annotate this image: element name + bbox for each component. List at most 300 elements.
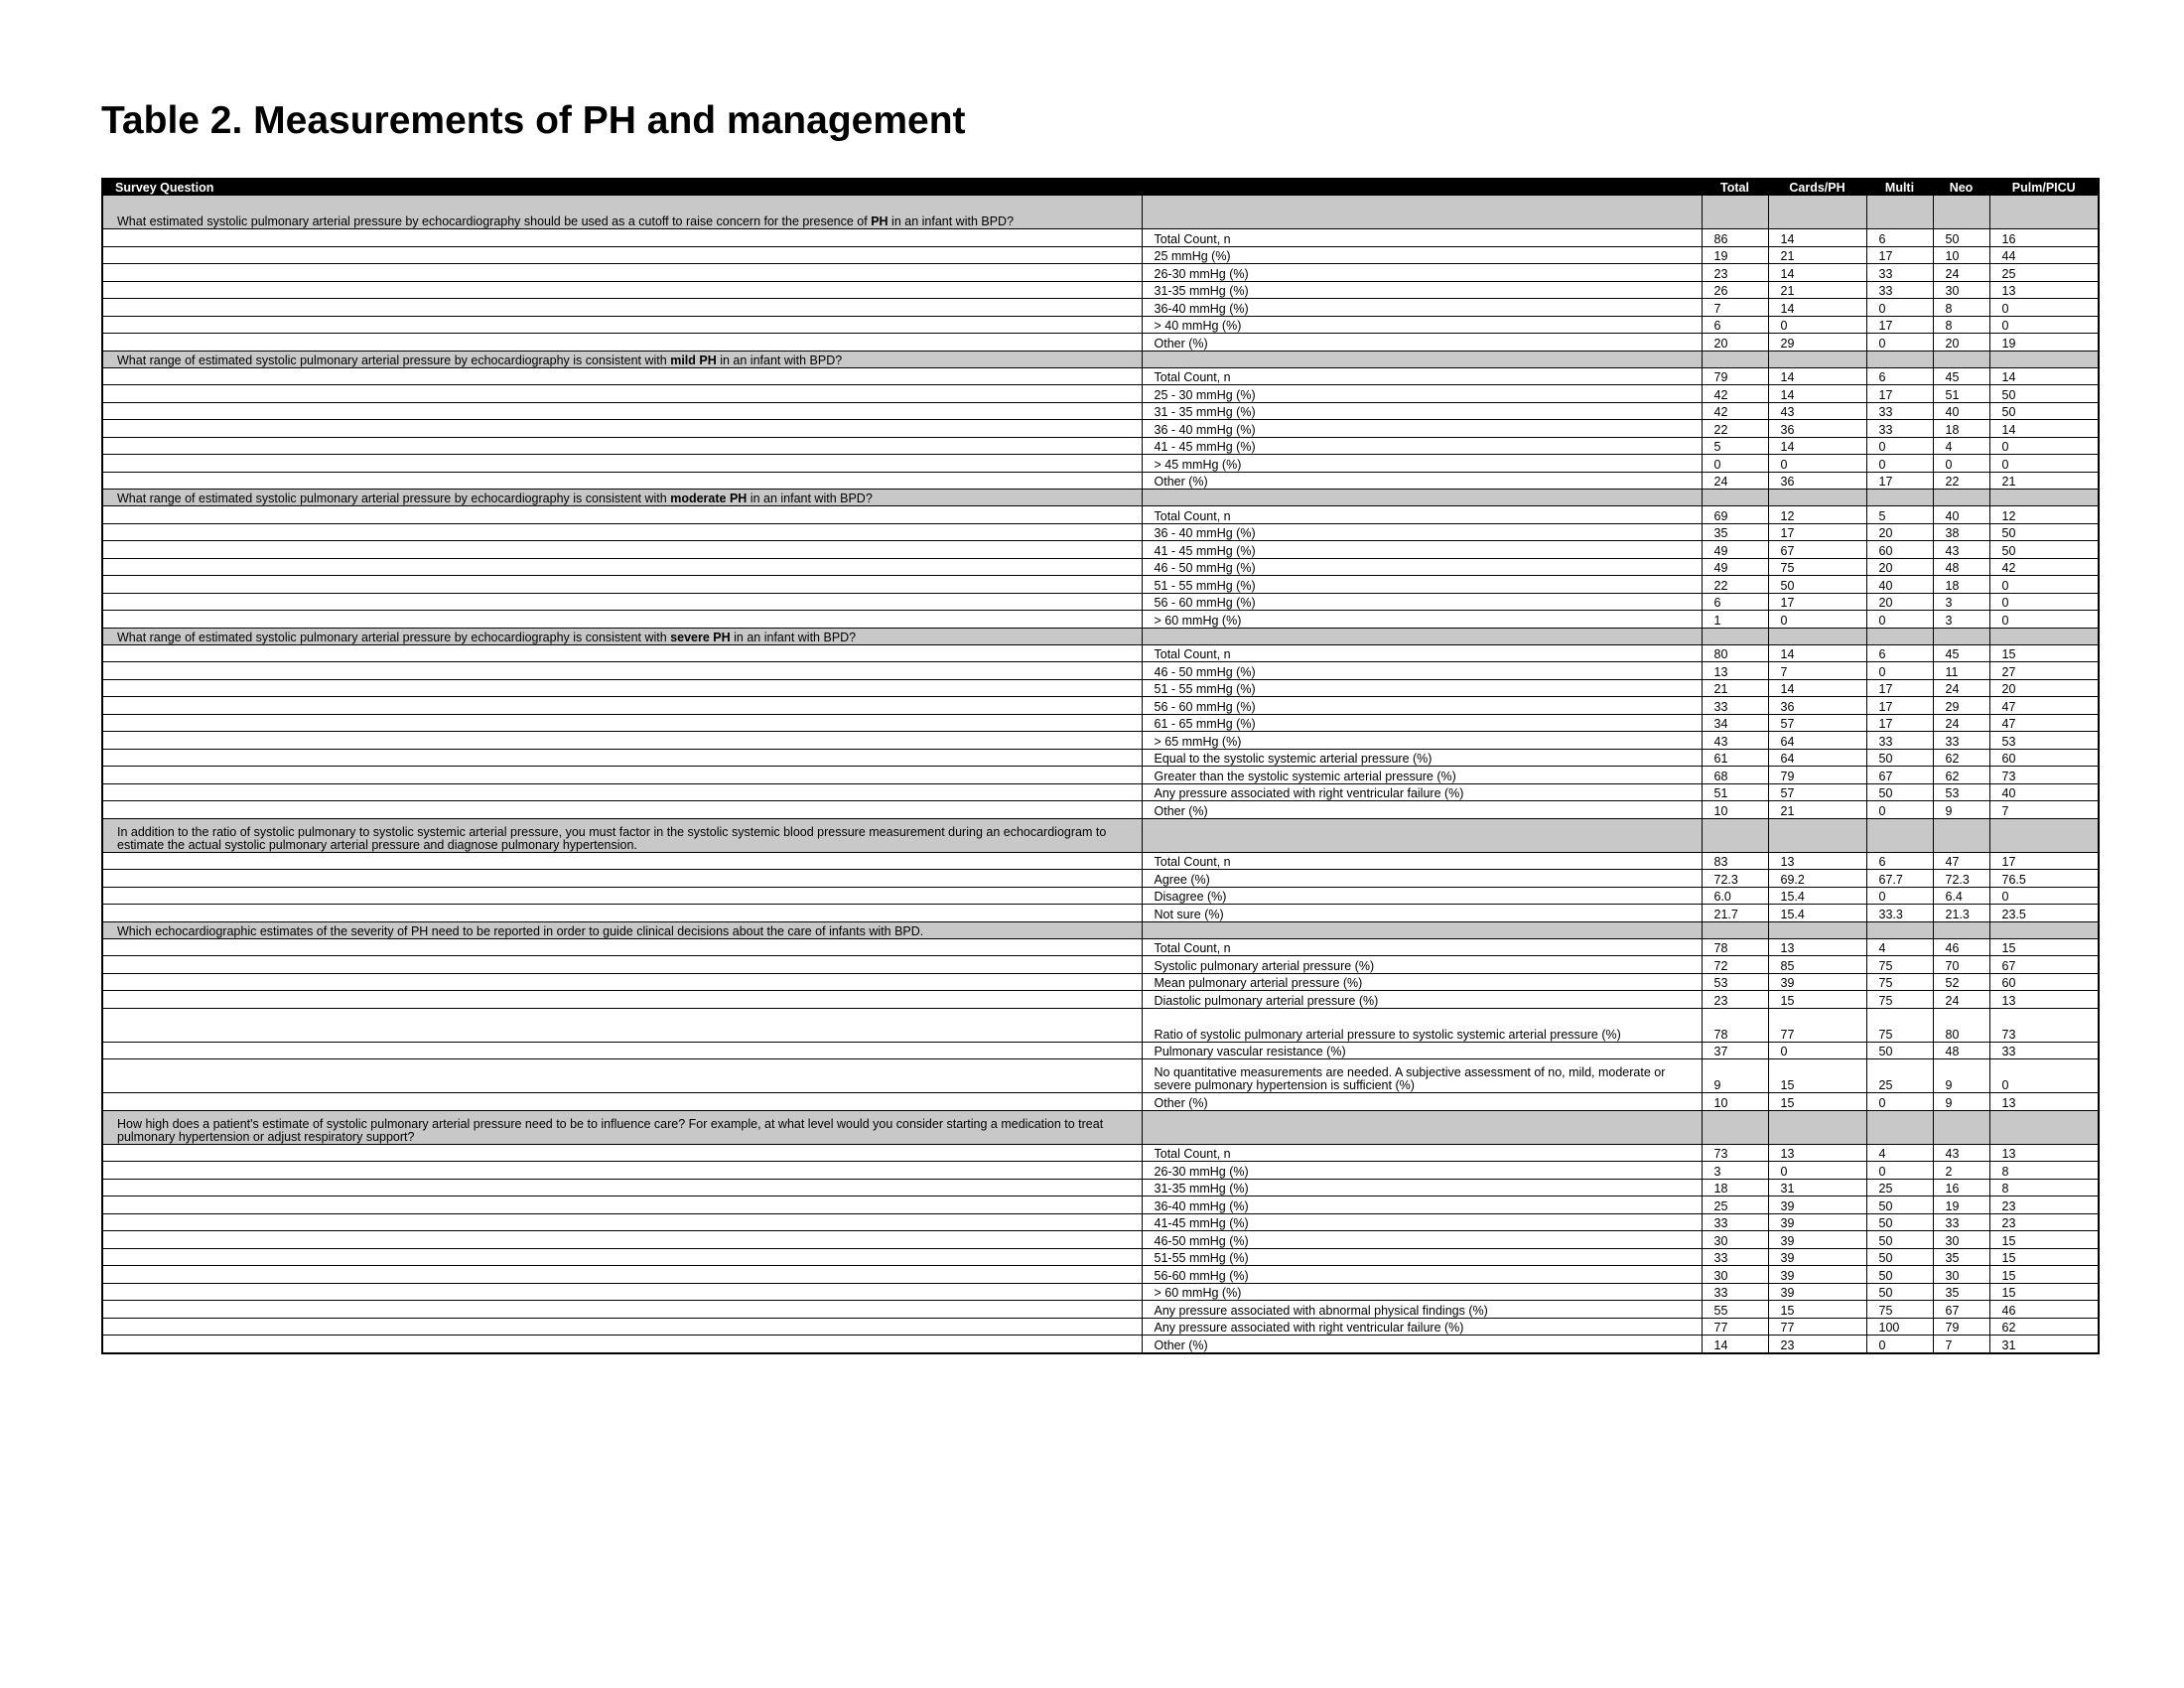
table-row — [102, 973, 2099, 991]
multi-value: 0 — [1866, 1336, 1933, 1353]
neo-value: 72.3 — [1933, 870, 1989, 888]
question-empty-cell — [1702, 921, 1768, 938]
total-value: 6 — [1702, 316, 1768, 334]
answer-label: 56-60 mmHg (%) — [1142, 1266, 1702, 1284]
pulm-picu-value: 13 — [1989, 1093, 2099, 1111]
cards-ph-value: 39 — [1768, 1266, 1866, 1284]
neo-value: 16 — [1933, 1179, 1989, 1196]
question-empty-cell — [1142, 628, 1702, 644]
question-text-part: What estimated systolic pulmonary arterial pressure by echocardiography should be used as a cutoff to raise concern for the presence of — [117, 214, 872, 228]
multi-value: 50 — [1866, 783, 1933, 801]
total-value: 69 — [1702, 506, 1768, 524]
question-text-part: PH — [871, 214, 888, 228]
empty-question-cell — [102, 1266, 1142, 1284]
empty-question-cell — [102, 1318, 1142, 1336]
neo-value: 18 — [1933, 576, 1989, 594]
pulm-picu-value: 33 — [1989, 1042, 2099, 1059]
total-value: 53 — [1702, 973, 1768, 991]
answer-label: Other (%) — [1142, 801, 1702, 819]
total-value: 78 — [1702, 938, 1768, 956]
question-empty-cell — [1933, 921, 1989, 938]
cards-ph-value: 21 — [1768, 801, 1866, 819]
multi-value: 20 — [1866, 523, 1933, 541]
total-value: 18 — [1702, 1179, 1768, 1196]
answer-label: 36-40 mmHg (%) — [1142, 1196, 1702, 1214]
pulm-picu-value: 53 — [1989, 732, 2099, 750]
survey-question-text — [102, 818, 1142, 852]
answer-label: Mean pulmonary arterial pressure (%) — [1142, 973, 1702, 991]
question-empty-cell — [1933, 351, 1989, 367]
cards-ph-value: 57 — [1768, 714, 1866, 732]
table-row — [102, 1144, 2099, 1162]
empty-question-cell — [102, 558, 1142, 576]
empty-question-cell — [102, 299, 1142, 317]
multi-value: 6 — [1866, 852, 1933, 870]
answer-label: Agree (%) — [1142, 870, 1702, 888]
total-value: 33 — [1702, 1283, 1768, 1301]
neo-value: 3 — [1933, 593, 1989, 611]
neo-value: 62 — [1933, 767, 1989, 784]
question-row — [102, 921, 2099, 938]
cards-ph-value: 14 — [1768, 264, 1866, 282]
pulm-picu-value: 0 — [1989, 1059, 2099, 1093]
answer-label: Disagree (%) — [1142, 887, 1702, 905]
total-value: 5 — [1702, 437, 1768, 455]
header-neo: Neo — [1933, 179, 1989, 196]
question-empty-cell — [1768, 1110, 1866, 1144]
table-row — [102, 455, 2099, 473]
total-value: 23 — [1702, 264, 1768, 282]
table-row — [102, 767, 2099, 784]
table-row — [102, 506, 2099, 524]
table-row — [102, 1336, 2099, 1353]
answer-label: > 40 mmHg (%) — [1142, 316, 1702, 334]
pulm-picu-value: 13 — [1989, 1144, 2099, 1162]
multi-value: 60 — [1866, 541, 1933, 559]
question-empty-cell — [1768, 196, 1866, 229]
pulm-picu-value: 0 — [1989, 316, 2099, 334]
pulm-picu-value: 15 — [1989, 644, 2099, 662]
survey-question-text — [102, 351, 1142, 367]
multi-value: 75 — [1866, 956, 1933, 974]
question-empty-cell — [1142, 490, 1702, 506]
total-value: 14 — [1702, 1336, 1768, 1353]
total-value: 3 — [1702, 1162, 1768, 1180]
empty-question-cell — [102, 576, 1142, 594]
table-row — [102, 611, 2099, 629]
pulm-picu-value: 15 — [1989, 1266, 2099, 1284]
total-value: 79 — [1702, 367, 1768, 385]
neo-value: 6.4 — [1933, 887, 1989, 905]
answer-label: No quantitative measurements are needed. A subjective assessment of no, mild, moderate or severe pulmonary hypertension is sufficient (%) — [1142, 1059, 1702, 1093]
neo-value: 48 — [1933, 1042, 1989, 1059]
neo-value: 51 — [1933, 385, 1989, 403]
neo-value: 33 — [1933, 1213, 1989, 1231]
neo-value: 9 — [1933, 1093, 1989, 1111]
pulm-picu-value: 8 — [1989, 1179, 2099, 1196]
answer-label: 26-30 mmHg (%) — [1142, 264, 1702, 282]
question-row — [102, 1110, 2099, 1144]
multi-value: 6 — [1866, 229, 1933, 247]
pulm-picu-value: 73 — [1989, 1008, 2099, 1042]
question-empty-cell — [1989, 490, 2099, 506]
neo-value: 18 — [1933, 420, 1989, 438]
multi-value: 33 — [1866, 402, 1933, 420]
empty-question-cell — [102, 870, 1142, 888]
neo-value: 24 — [1933, 714, 1989, 732]
table-row — [102, 679, 2099, 697]
pulm-picu-value: 0 — [1989, 437, 2099, 455]
empty-question-cell — [102, 593, 1142, 611]
neo-value: 30 — [1933, 1266, 1989, 1284]
cards-ph-value: 13 — [1768, 1144, 1866, 1162]
pulm-picu-value: 60 — [1989, 973, 2099, 991]
cards-ph-value: 15 — [1768, 1059, 1866, 1093]
pulm-picu-value: 27 — [1989, 662, 2099, 680]
table-row — [102, 714, 2099, 732]
table-row — [102, 870, 2099, 888]
cards-ph-value: 23 — [1768, 1336, 1866, 1353]
neo-value: 50 — [1933, 229, 1989, 247]
empty-question-cell — [102, 420, 1142, 438]
question-empty-cell — [1142, 196, 1702, 229]
cards-ph-value: 39 — [1768, 1213, 1866, 1231]
question-empty-cell — [1866, 921, 1933, 938]
total-value: 21.7 — [1702, 905, 1768, 922]
answer-label: 41 - 45 mmHg (%) — [1142, 541, 1702, 559]
multi-value: 33 — [1866, 732, 1933, 750]
pulm-picu-value: 62 — [1989, 1318, 2099, 1336]
table-row — [102, 1283, 2099, 1301]
table-row — [102, 299, 2099, 317]
multi-value: 50 — [1866, 1266, 1933, 1284]
answer-label: Total Count, n — [1142, 506, 1702, 524]
multi-value: 17 — [1866, 316, 1933, 334]
answer-label: Other (%) — [1142, 334, 1702, 352]
empty-question-cell — [102, 697, 1142, 715]
pulm-picu-value: 50 — [1989, 523, 2099, 541]
table-row — [102, 905, 2099, 922]
empty-question-cell — [102, 973, 1142, 991]
total-value: 43 — [1702, 732, 1768, 750]
question-empty-cell — [1702, 1110, 1768, 1144]
answer-label: Any pressure associated with right ventricular failure (%) — [1142, 783, 1702, 801]
question-text-part: moderate PH — [670, 492, 748, 505]
multi-value: 5 — [1866, 506, 1933, 524]
table-row — [102, 1059, 2099, 1093]
neo-value: 2 — [1933, 1162, 1989, 1180]
question-text-part: severe PH — [670, 630, 731, 644]
question-empty-cell — [1866, 1110, 1933, 1144]
empty-question-cell — [102, 991, 1142, 1009]
total-value: 25 — [1702, 1196, 1768, 1214]
pulm-picu-value: 0 — [1989, 455, 2099, 473]
question-empty-cell — [1142, 351, 1702, 367]
pulm-picu-value: 0 — [1989, 299, 2099, 317]
page-title: Table 2. Measurements of PH and management — [101, 99, 966, 142]
empty-question-cell — [102, 1213, 1142, 1231]
table-row — [102, 938, 2099, 956]
multi-value: 75 — [1866, 1008, 1933, 1042]
table-row — [102, 229, 2099, 247]
pulm-picu-value: 7 — [1989, 801, 2099, 819]
question-empty-cell — [1702, 490, 1768, 506]
question-row — [102, 490, 2099, 506]
table-row — [102, 1318, 2099, 1336]
answer-label: Ratio of systolic pulmonary arterial pressure to systolic systemic arterial pressure (%) — [1142, 1008, 1702, 1042]
pulm-picu-value: 23 — [1989, 1213, 2099, 1231]
total-value: 86 — [1702, 229, 1768, 247]
answer-label: Any pressure associated with right ventricular failure (%) — [1142, 1318, 1702, 1336]
table-row — [102, 246, 2099, 264]
answer-label: Equal to the systolic systemic arterial pressure (%) — [1142, 749, 1702, 767]
pulm-picu-value: 50 — [1989, 385, 2099, 403]
pulm-picu-value: 60 — [1989, 749, 2099, 767]
multi-value: 33.3 — [1866, 905, 1933, 922]
neo-value: 29 — [1933, 697, 1989, 715]
pulm-picu-value: 40 — [1989, 783, 2099, 801]
multi-value: 17 — [1866, 714, 1933, 732]
question-empty-cell — [1702, 351, 1768, 367]
answer-label: Other (%) — [1142, 472, 1702, 490]
neo-value: 38 — [1933, 523, 1989, 541]
question-text-part: in an infant with BPD? — [747, 492, 873, 505]
answer-label: > 65 mmHg (%) — [1142, 732, 1702, 750]
pulm-picu-value: 0 — [1989, 576, 2099, 594]
cards-ph-value: 7 — [1768, 662, 1866, 680]
multi-value: 17 — [1866, 472, 1933, 490]
empty-question-cell — [102, 1283, 1142, 1301]
total-value: 61 — [1702, 749, 1768, 767]
survey-question-text — [102, 921, 1142, 938]
pulm-picu-value: 73 — [1989, 767, 2099, 784]
pulm-picu-value: 13 — [1989, 991, 2099, 1009]
pulm-picu-value: 20 — [1989, 679, 2099, 697]
total-value: 68 — [1702, 767, 1768, 784]
empty-question-cell — [102, 506, 1142, 524]
question-empty-cell — [1142, 818, 1702, 852]
cards-ph-value: 13 — [1768, 852, 1866, 870]
neo-value: 3 — [1933, 611, 1989, 629]
multi-value: 17 — [1866, 697, 1933, 715]
cards-ph-value: 36 — [1768, 697, 1866, 715]
question-empty-cell — [1989, 196, 2099, 229]
cards-ph-value: 21 — [1768, 246, 1866, 264]
answer-label: Total Count, n — [1142, 644, 1702, 662]
cards-ph-value: 31 — [1768, 1179, 1866, 1196]
table-row — [102, 420, 2099, 438]
pulm-picu-value: 8 — [1989, 1162, 2099, 1180]
empty-question-cell — [102, 1162, 1142, 1180]
neo-value: 70 — [1933, 956, 1989, 974]
pulm-picu-value: 16 — [1989, 229, 2099, 247]
answer-label: Systolic pulmonary arterial pressure (%) — [1142, 956, 1702, 974]
cards-ph-value: 36 — [1768, 472, 1866, 490]
table-row — [102, 1248, 2099, 1266]
cards-ph-value: 67 — [1768, 541, 1866, 559]
survey-results-table — [101, 178, 2100, 1354]
cards-ph-value: 39 — [1768, 1248, 1866, 1266]
pulm-picu-value: 44 — [1989, 246, 2099, 264]
table-row — [102, 644, 2099, 662]
answer-label: > 60 mmHg (%) — [1142, 1283, 1702, 1301]
total-value: 35 — [1702, 523, 1768, 541]
empty-question-cell — [102, 1196, 1142, 1214]
answer-label: Any pressure associated with abnormal physical findings (%) — [1142, 1301, 1702, 1319]
question-empty-cell — [1702, 628, 1768, 644]
total-value: 37 — [1702, 1042, 1768, 1059]
multi-value: 6 — [1866, 644, 1933, 662]
cards-ph-value: 13 — [1768, 938, 1866, 956]
answer-label: Total Count, n — [1142, 938, 1702, 956]
neo-value: 33 — [1933, 732, 1989, 750]
neo-value: 21.3 — [1933, 905, 1989, 922]
cards-ph-value: 15.4 — [1768, 887, 1866, 905]
multi-value: 50 — [1866, 1196, 1933, 1214]
total-value: 22 — [1702, 420, 1768, 438]
total-value: 73 — [1702, 1144, 1768, 1162]
question-empty-cell — [1933, 628, 1989, 644]
cards-ph-value: 39 — [1768, 1231, 1866, 1249]
cards-ph-value: 14 — [1768, 299, 1866, 317]
pulm-picu-value: 0 — [1989, 887, 2099, 905]
multi-value: 50 — [1866, 1248, 1933, 1266]
answer-label: 31-35 mmHg (%) — [1142, 1179, 1702, 1196]
question-empty-cell — [1989, 921, 2099, 938]
empty-question-cell — [102, 887, 1142, 905]
cards-ph-value: 79 — [1768, 767, 1866, 784]
answer-label: 46 - 50 mmHg (%) — [1142, 662, 1702, 680]
table-row — [102, 437, 2099, 455]
table-row — [102, 1093, 2099, 1111]
total-value: 78 — [1702, 1008, 1768, 1042]
answer-label: 31 - 35 mmHg (%) — [1142, 402, 1702, 420]
question-empty-cell — [1866, 351, 1933, 367]
question-empty-cell — [1933, 196, 1989, 229]
answer-label: 41 - 45 mmHg (%) — [1142, 437, 1702, 455]
multi-value: 40 — [1866, 576, 1933, 594]
table-row — [102, 523, 2099, 541]
neo-value: 20 — [1933, 334, 1989, 352]
question-empty-cell — [1866, 196, 1933, 229]
answer-label: Pulmonary vascular resistance (%) — [1142, 1042, 1702, 1059]
pulm-picu-value: 23 — [1989, 1196, 2099, 1214]
multi-value: 75 — [1866, 1301, 1933, 1319]
total-value: 33 — [1702, 697, 1768, 715]
cards-ph-value: 39 — [1768, 1283, 1866, 1301]
neo-value: 62 — [1933, 749, 1989, 767]
multi-value: 67 — [1866, 767, 1933, 784]
question-row — [102, 818, 2099, 852]
answer-label: Diastolic pulmonary arterial pressure (%) — [1142, 991, 1702, 1009]
total-value: 7 — [1702, 299, 1768, 317]
multi-value: 0 — [1866, 662, 1933, 680]
pulm-picu-value: 13 — [1989, 281, 2099, 299]
table-row — [102, 316, 2099, 334]
multi-value: 4 — [1866, 938, 1933, 956]
empty-question-cell — [102, 749, 1142, 767]
answer-label: 26-30 mmHg (%) — [1142, 1162, 1702, 1180]
neo-value: 8 — [1933, 299, 1989, 317]
total-value: 42 — [1702, 402, 1768, 420]
total-value: 24 — [1702, 472, 1768, 490]
table-row — [102, 662, 2099, 680]
question-empty-cell — [1702, 196, 1768, 229]
empty-question-cell — [102, 956, 1142, 974]
neo-value: 30 — [1933, 1231, 1989, 1249]
question-row — [102, 351, 2099, 367]
multi-value: 20 — [1866, 593, 1933, 611]
multi-value: 50 — [1866, 1213, 1933, 1231]
total-value: 22 — [1702, 576, 1768, 594]
answer-label: Total Count, n — [1142, 1144, 1702, 1162]
multi-value: 0 — [1866, 887, 1933, 905]
cards-ph-value: 69.2 — [1768, 870, 1866, 888]
cards-ph-value: 12 — [1768, 506, 1866, 524]
empty-question-cell — [102, 1248, 1142, 1266]
total-value: 51 — [1702, 783, 1768, 801]
multi-value: 75 — [1866, 991, 1933, 1009]
neo-value: 22 — [1933, 472, 1989, 490]
multi-value: 33 — [1866, 420, 1933, 438]
empty-question-cell — [102, 541, 1142, 559]
question-empty-cell — [1989, 818, 2099, 852]
table-row — [102, 1008, 2099, 1042]
cards-ph-value: 64 — [1768, 749, 1866, 767]
neo-value: 24 — [1933, 679, 1989, 697]
cards-ph-value: 14 — [1768, 437, 1866, 455]
table-row — [102, 1162, 2099, 1180]
neo-value: 7 — [1933, 1336, 1989, 1353]
answer-label: 36 - 40 mmHg (%) — [1142, 523, 1702, 541]
multi-value: 0 — [1866, 334, 1933, 352]
total-value: 30 — [1702, 1266, 1768, 1284]
cards-ph-value: 14 — [1768, 229, 1866, 247]
header-pulm-picu: Pulm/PICU — [1989, 179, 2099, 196]
table-row — [102, 1042, 2099, 1059]
pulm-picu-value: 15 — [1989, 938, 2099, 956]
multi-value: 0 — [1866, 437, 1933, 455]
total-value: 80 — [1702, 644, 1768, 662]
pulm-picu-value: 21 — [1989, 472, 2099, 490]
total-value: 23 — [1702, 991, 1768, 1009]
cards-ph-value: 14 — [1768, 367, 1866, 385]
cards-ph-value: 0 — [1768, 611, 1866, 629]
empty-question-cell — [102, 611, 1142, 629]
pulm-picu-value: 15 — [1989, 1248, 2099, 1266]
table-row — [102, 472, 2099, 490]
cards-ph-value: 43 — [1768, 402, 1866, 420]
total-value: 72.3 — [1702, 870, 1768, 888]
table-row — [102, 576, 2099, 594]
answer-label: 46-50 mmHg (%) — [1142, 1231, 1702, 1249]
empty-question-cell — [102, 1042, 1142, 1059]
question-row — [102, 196, 2099, 229]
pulm-picu-value: 46 — [1989, 1301, 2099, 1319]
question-empty-cell — [1768, 490, 1866, 506]
neo-value: 19 — [1933, 1196, 1989, 1214]
answer-label: 56 - 60 mmHg (%) — [1142, 697, 1702, 715]
answer-label: 56 - 60 mmHg (%) — [1142, 593, 1702, 611]
multi-value: 75 — [1866, 973, 1933, 991]
multi-value: 50 — [1866, 1042, 1933, 1059]
multi-value: 6 — [1866, 367, 1933, 385]
cards-ph-value: 29 — [1768, 334, 1866, 352]
question-empty-cell — [1142, 921, 1702, 938]
cards-ph-value: 14 — [1768, 644, 1866, 662]
cards-ph-value: 15 — [1768, 1301, 1866, 1319]
cards-ph-value: 36 — [1768, 420, 1866, 438]
